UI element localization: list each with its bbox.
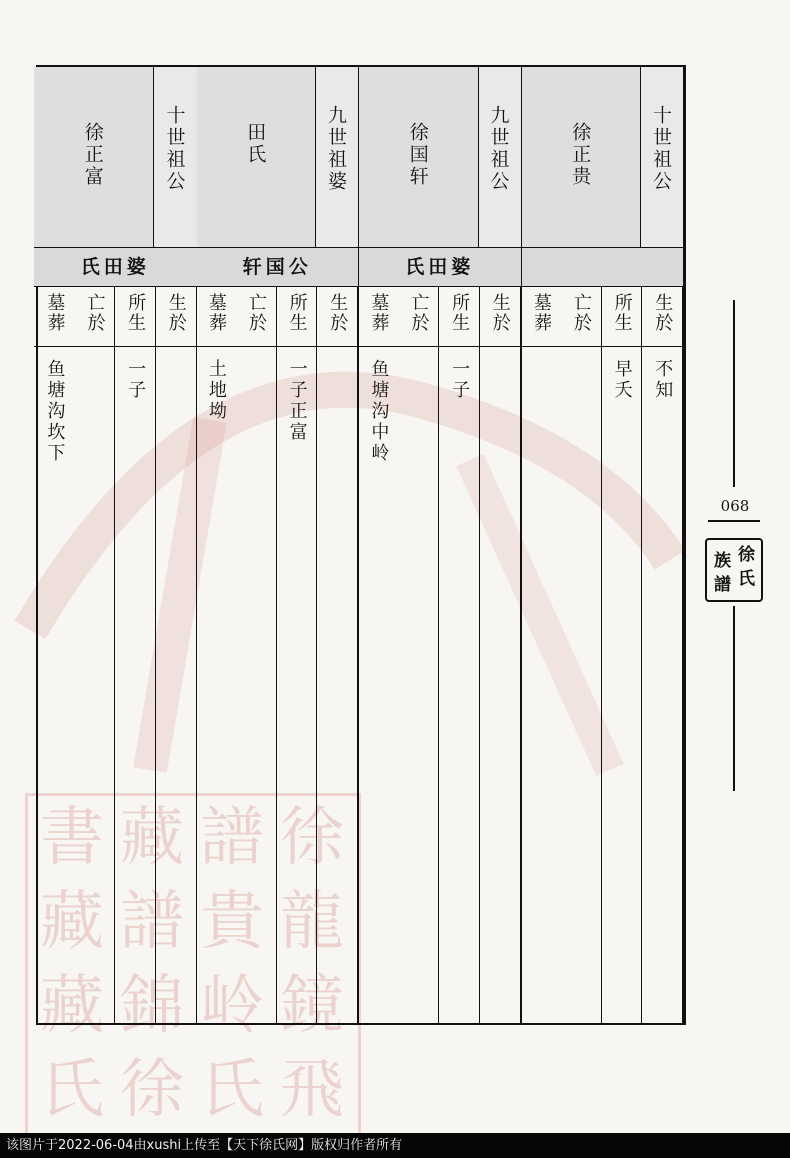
record-column [642, 287, 683, 1023]
generation-title: 十世祖公 [163, 105, 186, 193]
logo-char: 族 [714, 551, 731, 571]
record-value: 一子正富 [286, 359, 308, 443]
page-number-underline [708, 520, 760, 522]
seal-char: 藏 [40, 885, 104, 959]
person-name: 徐国轩 [406, 122, 429, 188]
record-column [561, 287, 602, 1023]
record-label: 墓葬 [530, 293, 552, 333]
seal-char: 氏 [40, 1053, 104, 1127]
person-name: 田氏 [244, 122, 267, 166]
table-section [359, 67, 522, 1023]
record-column [34, 287, 75, 1023]
record-label: 亡於 [245, 293, 267, 333]
spouse-band: 氏田婆 [359, 247, 521, 287]
seal-char: 徐 [280, 801, 344, 875]
seal-char: 藏 [120, 801, 184, 875]
person-name-cell [359, 67, 479, 247]
generation-title-cell [154, 67, 197, 247]
person-name: 徐正贵 [569, 122, 592, 188]
spouse-band [522, 247, 684, 287]
seal-char: 譜 [120, 885, 184, 959]
record-column [196, 287, 237, 1023]
seal-char: 貴 [200, 885, 264, 959]
record-column [480, 287, 521, 1023]
person-name: 徐正富 [81, 122, 104, 188]
record-label: 亡於 [84, 293, 106, 333]
record-label: 墓葬 [44, 293, 66, 333]
seal-char: 岭 [200, 969, 264, 1043]
generation-title: 十世祖公 [650, 105, 672, 193]
generation-title-cell [315, 67, 358, 247]
seal-char: 書 [40, 801, 104, 875]
table-section [34, 67, 197, 1023]
seal-char: 徐 [120, 1053, 184, 1127]
record-label: 所生 [125, 293, 147, 333]
seal-char: 氏 [200, 1053, 264, 1127]
record-value: 不知 [652, 359, 674, 401]
record-label: 生於 [489, 293, 511, 333]
page-number: 068 [720, 497, 750, 515]
record-value: 一子 [449, 359, 471, 401]
record-value: 一子 [125, 359, 147, 401]
margin-rule-top [733, 300, 735, 487]
person-name-cell [34, 67, 154, 247]
record-column [277, 287, 318, 1023]
record-column [236, 287, 277, 1023]
record-column [439, 287, 480, 1023]
record-label: 生於 [652, 293, 674, 333]
record-label: 亡於 [408, 293, 430, 333]
record-label: 墓葬 [205, 293, 227, 333]
record-label: 生於 [327, 293, 349, 333]
seal-char: 飛 [280, 1053, 344, 1127]
record-value: 早夭 [611, 359, 633, 401]
table-section [197, 67, 360, 1023]
upload-footer: 该图片于2022-06-04由xushi上传至【天下徐氏网】版权归作者所有 [0, 1133, 790, 1158]
genealogy-table [36, 65, 686, 1025]
record-column [156, 287, 197, 1023]
record-column [521, 287, 562, 1023]
record-label: 墓葬 [368, 293, 390, 333]
logo-char: 氏 [738, 569, 755, 589]
record-label: 所生 [449, 293, 471, 333]
generation-title-cell [640, 67, 683, 247]
margin-rule-bottom [733, 606, 735, 791]
record-column [75, 287, 116, 1023]
generation-title: 九世祖公 [487, 105, 510, 193]
record-value: 鱼塘沟坎下 [44, 359, 66, 464]
record-label: 亡於 [570, 293, 592, 333]
spouse-band: 轩国公 [197, 247, 359, 287]
record-column [399, 287, 440, 1023]
record-label: 生於 [165, 293, 187, 333]
person-name-cell [522, 67, 642, 247]
record-column [115, 287, 156, 1023]
record-column [358, 287, 399, 1023]
seal-char: 錦 [120, 969, 184, 1043]
logo-char: 徐 [738, 545, 755, 565]
seal-char: 鏡 [280, 969, 344, 1043]
spouse-band: 氏田婆 [34, 247, 197, 287]
seal-char: 藏 [40, 969, 104, 1043]
logo-char: 譜 [714, 575, 731, 595]
person-name-cell [197, 67, 317, 247]
table-section [522, 67, 685, 1023]
family-register-logo [705, 538, 763, 602]
record-column [602, 287, 643, 1023]
record-label: 所生 [286, 293, 308, 333]
generation-title-cell [478, 67, 521, 247]
record-label: 所生 [611, 293, 633, 333]
record-value: 土地坳 [205, 359, 227, 422]
seal-char: 龍 [280, 885, 344, 959]
generation-title: 九世祖婆 [325, 105, 347, 193]
record-column [317, 287, 358, 1023]
record-value: 鱼塘沟中岭 [368, 359, 390, 464]
seal-char: 譜 [200, 801, 264, 875]
